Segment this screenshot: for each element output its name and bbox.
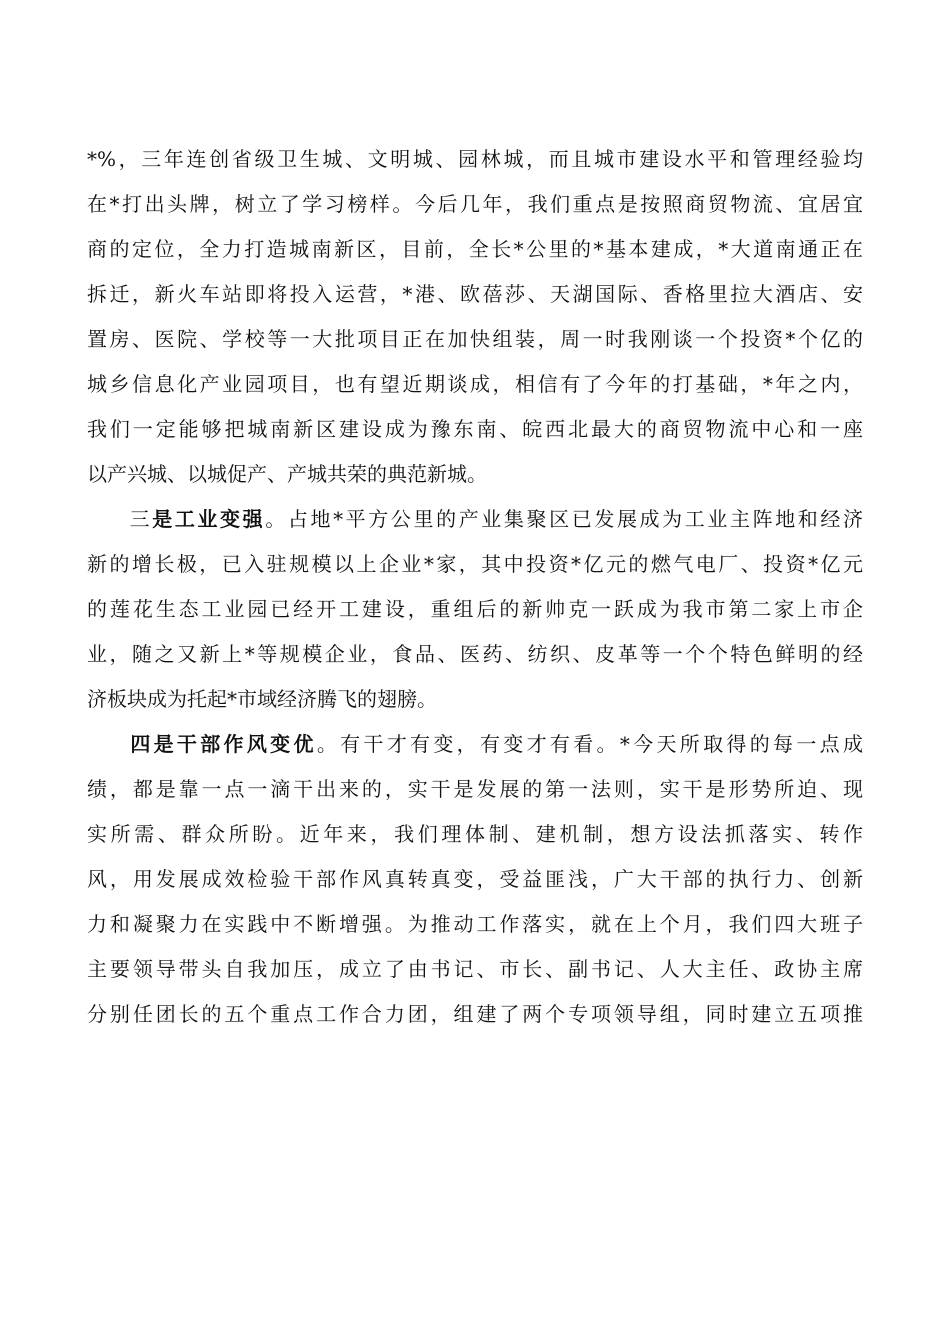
text-line: 新的增长极，已入驻规模以上企业*家，其中投资*亿元的燃气电厂、投资*亿元 (87, 552, 863, 576)
text-line: 济板块成为托起*市域经济腾飞的翅膀。 (87, 687, 437, 711)
text-line: 力和凝聚力在实践中不断增强。为推动工作落实，就在上个月，我们四大班子 (87, 912, 863, 936)
paragraph-heading: 是工业变强 (152, 507, 266, 531)
text-line: 城乡信息化产业园项目，也有望近期谈成，相信有了今年的打基础，*年之内， (87, 372, 863, 396)
paragraph-first-line-text: 。占地*平方公里的产业集聚区已发展成为工业主阵地和经济 (265, 507, 864, 531)
text-line: 主要领导带头自我加压，成立了由书记、市长、副书记、人大主任、政协主席 (87, 957, 863, 981)
paragraph-cadre-style (87, 722, 863, 1037)
text-line-first (87, 497, 863, 542)
paragraph-city-construction (87, 137, 863, 497)
text-line: *%，三年连创省级卫生城、文明城、园林城，而且城市建设水平和管理经验均 (87, 147, 863, 171)
text-line: 在*打出头牌，树立了学习榜样。今后几年，我们重点是按照商贸物流、宜居宜 (87, 192, 863, 216)
text-line: 业，随之又新上*等规模企业，食品、医药、纺织、皮革等一个个特色鲜明的经 (87, 642, 863, 666)
text-line: 商的定位，全力打造城南新区，目前，全长*公里的*基本建成，*大道南通正在 (87, 237, 863, 261)
document-body (87, 137, 863, 1037)
text-line: 置房、医院、学校等一大批项目正在加快组装，周一时我刚谈一个投资*个亿的 (87, 327, 863, 351)
text-line: 我们一定能够把城南新区建设成为豫东南、皖西北最大的商贸物流中心和一座 (87, 417, 863, 441)
text-line: 的莲花生态工业园已经开工建设，重组后的新帅克一跃成为我市第二家上市企 (87, 597, 863, 621)
text-line: 实所需、群众所盼。近年来，我们理体制、建机制，想方设法抓落实、转作 (87, 822, 863, 846)
paragraph-industry (87, 497, 863, 722)
text-line: 分别任团长的五个重点工作合力团，组建了两个专项领导组，同时建立五项推 (87, 1002, 863, 1026)
text-line: 拆迁，新火车站即将投入运营，*港、欧蓓莎、天湖国际、香格里拉大酒店、安 (87, 282, 863, 306)
text-line-first (87, 722, 863, 767)
text-line: 风，用发展成效检验干部作风真转真变，受益匪浅，广大干部的执行力、创新 (87, 867, 863, 891)
paragraph-first-line-text: 。有干才有变，有变才有看。*今天所取得的每一点成 (316, 732, 863, 756)
paragraph-heading: 四是干部作风变优 (127, 732, 317, 756)
paragraph-heading-prefix: 三 (127, 507, 153, 531)
text-line: 绩，都是靠一点一滴干出来的，实干是发展的第一法则，实干是形势所迫、现 (87, 777, 863, 801)
text-line: 以产兴城、以城促产、产城共荣的典范新城。 (87, 462, 487, 486)
